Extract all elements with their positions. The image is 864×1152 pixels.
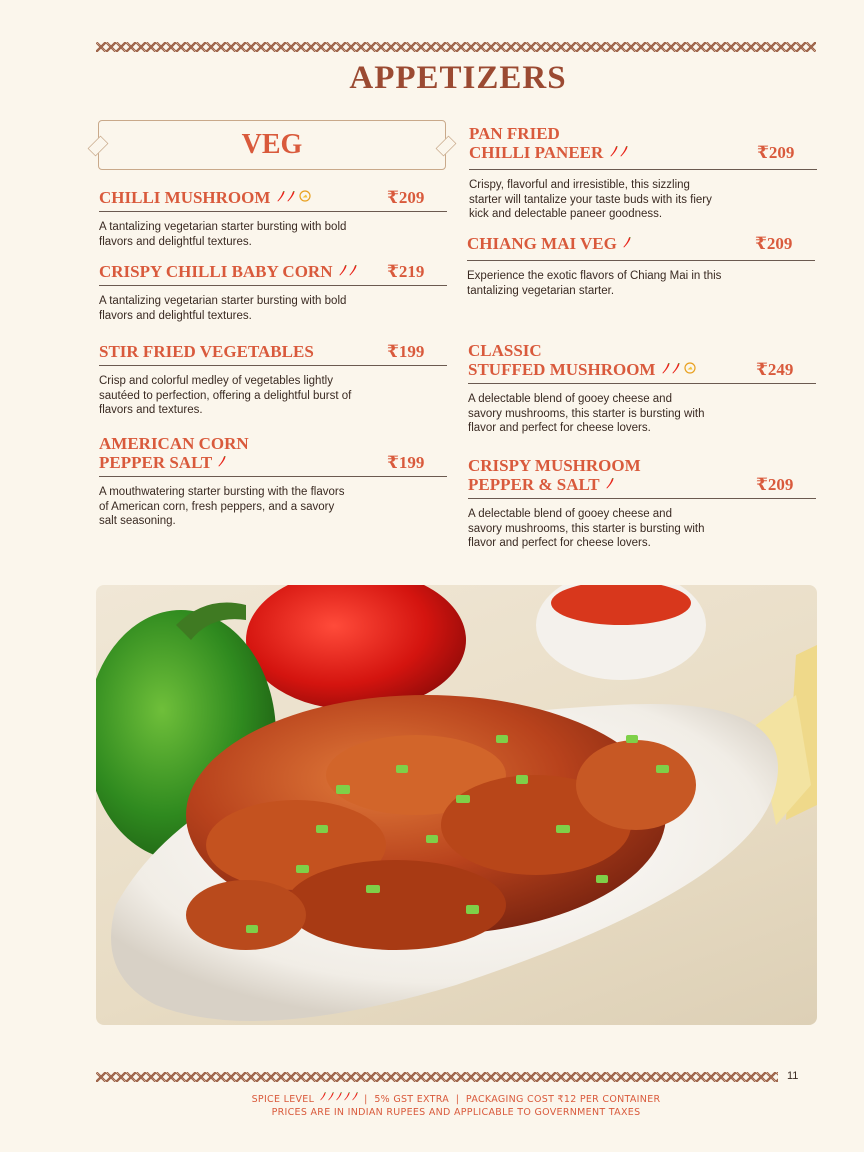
menu-item-name-line1: STIR FRIED VEGETABLES — [99, 342, 314, 361]
packaging-note: PACKAGING COST ₹12 PER CONTAINER — [465, 1094, 661, 1105]
menu-item-name-line1: CRISPY MUSHROOM — [468, 456, 641, 475]
menu-item-header — [468, 341, 816, 384]
page-number: 11 — [787, 1070, 799, 1082]
veg-section-label: VEG — [241, 129, 303, 160]
menu-item-name-line1: CRISPY CHILLI BABY CORN — [99, 262, 333, 281]
spice-indicator — [212, 453, 226, 472]
chili-icon — [610, 146, 618, 157]
footer-note — [0, 1092, 864, 1119]
chili-icon — [339, 265, 347, 276]
menu-item — [469, 124, 817, 222]
menu-item — [468, 341, 816, 436]
spice-indicator — [603, 143, 627, 162]
menu-item-description: A mouthwatering starter bursting with the flavors of American corn, fresh peppers, and a savory salt seasoning. — [99, 486, 345, 527]
menu-item-description: A tantalizing vegetarian starter bursting with bold flavors and delightful textures. — [99, 295, 347, 322]
menu-item-header — [467, 234, 815, 261]
spice-indicator — [617, 234, 631, 253]
menu-item-name — [99, 342, 314, 361]
menu-item — [99, 342, 447, 418]
menu-item-price: ₹249 — [756, 360, 794, 379]
menu-item-name-line2: STUFFED MUSHROOM — [468, 360, 656, 379]
veg-section-banner — [98, 120, 446, 170]
bottom-border — [96, 1072, 778, 1082]
chili-icon — [218, 456, 226, 467]
chili-icon — [352, 1092, 358, 1101]
menu-item-name — [467, 234, 631, 253]
spice-indicator — [270, 188, 310, 207]
menu-item — [99, 262, 447, 323]
menu-item-name — [99, 434, 249, 472]
menu-item-name-line2: PEPPER SALT — [99, 453, 212, 472]
food-photo — [96, 585, 817, 1025]
menu-item-price: ₹219 — [387, 262, 425, 281]
spice-level-label: SPICE LEVEL — [251, 1094, 315, 1105]
menu-item-name-line1: AMERICAN CORN — [99, 434, 249, 453]
chili-icon — [277, 191, 285, 202]
menu-item-description: Crispy, flavorful and irresistible, this sizzling starter will tantalize your taste buds with its fiery kick and delectable paneer goodness. — [469, 179, 712, 220]
menu-item-name-line1: CHILLI MUSHROOM — [99, 188, 271, 207]
menu-item-name — [468, 456, 641, 494]
chili-icon — [620, 146, 628, 157]
menu-item-header — [99, 188, 447, 212]
food-photo-illustration — [96, 585, 817, 1025]
footer-line2: PRICES ARE IN INDIAN RUPEES AND APPLICABLE TO GOVERNMENT TAXES — [271, 1107, 641, 1118]
menu-item-price: ₹209 — [387, 188, 425, 207]
menu-item-name — [99, 188, 311, 207]
menu-item-description: A tantalizing vegetarian starter bursting with bold flavors and delightful textures. — [99, 221, 347, 248]
menu-item — [468, 456, 816, 551]
chili-icon — [320, 1092, 326, 1101]
spice-level-legend — [318, 1094, 358, 1105]
separator: | — [364, 1094, 368, 1105]
menu-item-name — [469, 124, 628, 162]
chili-icon — [606, 478, 614, 489]
menu-item — [99, 434, 447, 529]
menu-item-name-line1: CHIANG MAI VEG — [467, 234, 617, 253]
red-pepper — [246, 585, 466, 710]
chili-icon — [623, 237, 631, 248]
menu-item-name — [468, 341, 696, 379]
menu-item-price: ₹199 — [387, 342, 425, 361]
separator: | — [455, 1094, 460, 1105]
spice-indicator — [599, 475, 613, 494]
chili-icon — [662, 363, 670, 374]
menu-item-price: ₹209 — [757, 143, 795, 162]
chili-icon — [287, 191, 295, 202]
menu-item-price: ₹209 — [755, 234, 793, 253]
cheese-icon — [299, 190, 311, 202]
menu-item-name-line2: CHILLI PANEER — [469, 143, 604, 162]
menu-item-header — [469, 124, 817, 170]
top-border — [96, 42, 816, 52]
menu-item-header — [99, 434, 447, 477]
menu-item-description: Crisp and colorful medley of vegetables lightly sautéed to perfection, offering a delightful burst of flavors and textures. — [99, 375, 352, 416]
chili-icon — [336, 1092, 342, 1101]
menu-item-header — [99, 262, 447, 286]
chili-icon — [349, 265, 357, 276]
chili-icon — [672, 363, 680, 374]
menu-item — [467, 234, 815, 298]
cheese-icon — [684, 362, 696, 374]
chili-icon — [328, 1092, 334, 1101]
menu-item-price: ₹209 — [756, 475, 794, 494]
menu-item-price: ₹199 — [387, 453, 425, 472]
spice-indicator — [332, 262, 356, 281]
menu-item-description: Experience the exotic flavors of Chiang Mai in this tantalizing vegetarian starter. — [467, 270, 722, 297]
menu-item-description: A delectable blend of gooey cheese and savory mushrooms, this starter is bursting with flavor and perfect for cheese lovers. — [468, 393, 705, 434]
gst-note: 5% GST EXTRA — [374, 1094, 450, 1105]
spice-indicator — [655, 360, 695, 379]
menu-item-name-line2: PEPPER & SALT — [468, 475, 600, 494]
chili-icon — [344, 1092, 350, 1101]
menu-item — [99, 188, 447, 249]
menu-item-name-line1: CLASSIC — [468, 341, 542, 360]
page-title: APPETIZERS — [349, 60, 567, 96]
menu-item-header — [99, 342, 447, 366]
footer-line1 — [0, 1092, 864, 1106]
menu-item-name-line1: PAN FRIED — [469, 124, 560, 143]
menu-item-description: A delectable blend of gooey cheese and savory mushrooms, this starter is bursting with flavor and perfect for cheese lovers. — [468, 508, 705, 549]
menu-item-header — [468, 456, 816, 499]
menu-item-name — [99, 262, 357, 281]
